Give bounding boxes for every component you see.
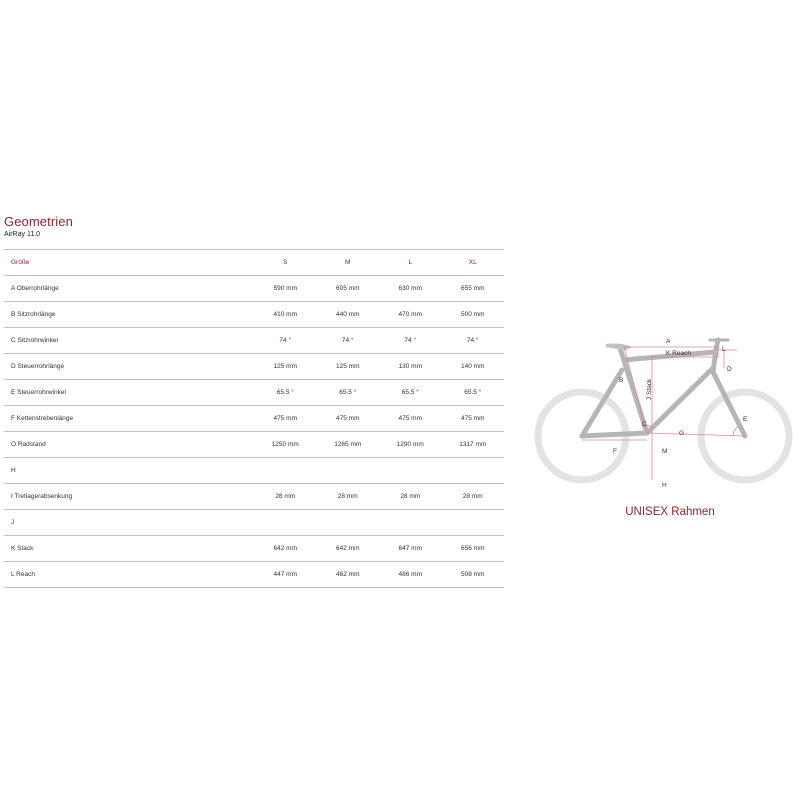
row-label: E Steuerrohrwinkel [4, 380, 254, 406]
cell-value: 140 mm [442, 354, 505, 380]
cell-value: 475 mm [317, 406, 380, 432]
model-name: AirRay 11.0 [4, 231, 41, 238]
table-row [4, 380, 504, 406]
cell-value: 410 mm [254, 302, 317, 328]
cell-value: 74 ° [379, 328, 442, 354]
table-row [4, 406, 504, 432]
cell-value [254, 458, 317, 484]
table-row [4, 484, 504, 510]
label-a: A [666, 338, 671, 345]
table-row [4, 458, 504, 484]
cell-value: 65.5 ° [379, 380, 442, 406]
row-label: F Kettenstrebenlänge [4, 406, 254, 432]
cell-value: 125 mm [254, 354, 317, 380]
cell-value: 475 mm [379, 406, 442, 432]
label-g: G [679, 430, 685, 437]
cell-value [317, 510, 380, 536]
label-j-stack: J Stack [646, 378, 653, 400]
row-label: K Stack [4, 536, 254, 562]
cell-value: 130 mm [379, 354, 442, 380]
cell-value: 65.5 ° [442, 380, 505, 406]
table-header-row [4, 250, 504, 276]
cell-value: 475 mm [442, 406, 505, 432]
label-d: D [727, 366, 732, 373]
cell-value: 28 mm [317, 484, 380, 510]
page-title: Geometrien [4, 214, 73, 229]
geometry-table [4, 249, 504, 588]
cell-value: 74 ° [317, 328, 380, 354]
cell-value: 125 mm [317, 354, 380, 380]
cell-value: 462 mm [317, 562, 380, 588]
cell-value: 655 mm [442, 276, 505, 302]
row-label: J [4, 510, 254, 536]
table-row [4, 432, 504, 458]
cell-value: 630 mm [379, 276, 442, 302]
cell-value [317, 458, 380, 484]
size-header-s: S [254, 250, 317, 276]
bike-frame-icon [582, 340, 745, 436]
row-label: B Sitzrohrlänge [4, 302, 254, 328]
cell-value: 1317 mm [442, 432, 505, 458]
table-row [4, 276, 504, 302]
size-header-m: M [317, 250, 380, 276]
row-label: D Steuerrohrlänge [4, 354, 254, 380]
table-row [4, 354, 504, 380]
cell-value [442, 510, 505, 536]
label-l: L [722, 346, 726, 353]
table-row [4, 562, 504, 588]
cell-value: 65.5 ° [254, 380, 317, 406]
cell-value: 642 mm [254, 536, 317, 562]
label-c: C [642, 421, 647, 428]
cell-value: 590 mm [254, 276, 317, 302]
label-f: F [613, 448, 617, 455]
cell-value: 642 mm [317, 536, 380, 562]
cell-value: 65.5 ° [317, 380, 380, 406]
cell-value: 1265 mm [317, 432, 380, 458]
cell-value: 74 ° [254, 328, 317, 354]
cell-value: 28 mm [254, 484, 317, 510]
cell-value: 605 mm [317, 276, 380, 302]
cell-value [442, 458, 505, 484]
cell-value [379, 510, 442, 536]
cell-value: 500 mm [442, 302, 505, 328]
table-row [4, 536, 504, 562]
row-label: A Oberrohrlänge [4, 276, 254, 302]
table-row [4, 510, 504, 536]
row-label: I Tretlagerabsenkung [4, 484, 254, 510]
bike-geometry-diagram [530, 330, 800, 490]
label-b: B [619, 377, 624, 384]
cell-value: 656 mm [442, 536, 505, 562]
label-m: M [662, 448, 668, 455]
cell-value [254, 510, 317, 536]
cell-value: 486 mm [379, 562, 442, 588]
cell-value: 1250 mm [254, 432, 317, 458]
row-label: H [4, 458, 254, 484]
cell-value: 647 mm [379, 536, 442, 562]
row-label: C Sitzrohrwinkel [4, 328, 254, 354]
row-label: O Radstand [4, 432, 254, 458]
row-label: L Reach [4, 562, 254, 588]
cell-value: 440 mm [317, 302, 380, 328]
size-column-header: Größe [4, 250, 254, 276]
frame-caption: UNISEX Rahmen [625, 506, 715, 518]
cell-value: 508 mm [442, 562, 505, 588]
cell-value: 28 mm [379, 484, 442, 510]
size-header-l: L [379, 250, 442, 276]
table-row [4, 302, 504, 328]
cell-value: 74 ° [442, 328, 505, 354]
size-header-xl: XL [442, 250, 505, 276]
label-k-reach: K Reach [666, 350, 691, 357]
table-row [4, 328, 504, 354]
cell-value: 447 mm [254, 562, 317, 588]
cell-value: 1290 mm [379, 432, 442, 458]
label-e: E [743, 416, 748, 423]
cell-value: 475 mm [254, 406, 317, 432]
cell-value [379, 458, 442, 484]
cell-value: 28 mm [442, 484, 505, 510]
label-h: H [662, 482, 667, 489]
cell-value: 470 mm [379, 302, 442, 328]
